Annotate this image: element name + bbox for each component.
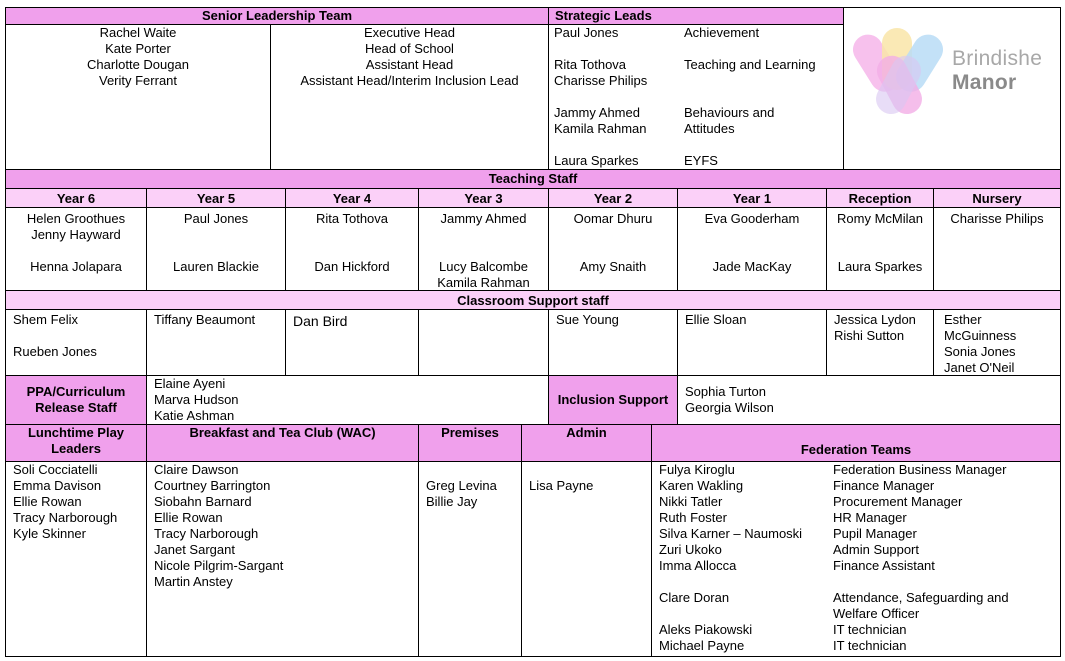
year2-staff: Oomar Dhuru Amy Snaith [548,207,678,291]
support-col-5: Sue Young [548,309,678,376]
year3-header: Year 3 [418,188,549,208]
support-col-6: Ellie Sloan [677,309,827,376]
year1-header: Year 1 [677,188,827,208]
year3-staff: Jammy Ahmed Lucy Balcombe Kamila Rahman [418,207,549,291]
inclusion-header: Inclusion Support [548,375,678,425]
admin-staff: Lisa Payne [521,461,652,657]
slt-names: Rachel Waite Kate Porter Charlotte Dougan Verity Ferrant [5,24,271,170]
admin-header: Admin [521,424,652,462]
wac-header: Breakfast and Tea Club (WAC) [146,424,419,462]
federation-header: Federation Teams [651,424,1061,462]
support-col-8: Esther McGuinness Sonia Jones Janet O'Neil [933,309,1061,376]
strategic-names: Paul Jones Rita Tothova Charisse Philips Jammy Ahmed Kamila Rahman Laura Sparkes [548,24,678,170]
year6-staff: Helen Groothues Jenny Hayward Henna Jolapara [5,207,147,291]
federation-names: Fulya Kiroglu Karen Wakling Nikki Tatler Ruth Foster Silva Karner – Naumoski Zuri Ukoko Imma Allocca Clare Doran Aleks Piakowski Michael Payne [651,461,828,657]
inclusion-staff: Sophia Turton Georgia Wilson [677,375,1061,425]
premises-header: Premises [418,424,522,462]
support-col-4 [418,309,549,376]
premises-staff: Greg Levina Billie Jay [418,461,522,657]
ppa-header: PPA/Curriculum Release Staff [5,375,147,425]
year5-header: Year 5 [146,188,286,208]
lunchtime-staff: Soli Cocciatelli Emma Davison Ellie Rowan Tracy Narborough Kyle Skinner [5,461,147,657]
wac-staff: Claire Dawson Courtney Barrington Siobahn Barnard Ellie Rowan Tracy Narborough Janet Sargant Nicole Pilgrim-Sargant Martin Anstey [146,461,419,657]
nursery-header: Nursery [933,188,1061,208]
support-col-7: Jessica Lydon Rishi Sutton [826,309,934,376]
logo-wordmark: Brindishe Manor [952,47,1043,94]
year2-header: Year 2 [548,188,678,208]
nursery-staff: Charisse Philips [933,207,1061,291]
federation-roles: Federation Business Manager Finance Manager Procurement Manager HR Manager Pupil Manager Admin Support Finance Assistant Attendance, Safeguarding and Welfare Officer IT technician IT technician [827,461,1061,657]
support-col-3: Dan Bird [285,309,419,376]
year4-header: Year 4 [285,188,419,208]
teaching-header: Teaching Staff [5,169,1061,189]
year6-header: Year 6 [5,188,147,208]
support-col-2: Tiffany Beaumont [146,309,286,376]
strategic-areas: Achievement Teaching and Learning Behaviours and Attitudes EYFS [677,24,844,170]
year4-staff: Rita Tothova Dan Hickford [285,207,419,291]
support-col-1: Shem Felix Rueben Jones [5,309,147,376]
support-header: Classroom Support staff [5,290,1061,310]
brindishe-logo-icon [852,24,947,124]
year1-staff: Eva Gooderham Jade MacKay [677,207,827,291]
strategic-header: Strategic Leads [548,7,844,25]
ppa-staff: Elaine Ayeni Marva Hudson Katie Ashman [146,375,549,425]
reception-staff: Romy McMilan Laura Sparkes [826,207,934,291]
reception-header: Reception [826,188,934,208]
slt-header: Senior Leadership Team [5,7,549,25]
year5-staff: Paul Jones Lauren Blackie [146,207,286,291]
lunchtime-header: Lunchtime Play Leaders [5,424,147,462]
slt-roles: Executive Head Head of School Assistant Head Assistant Head/Interim Inclusion Lead [270,24,549,170]
